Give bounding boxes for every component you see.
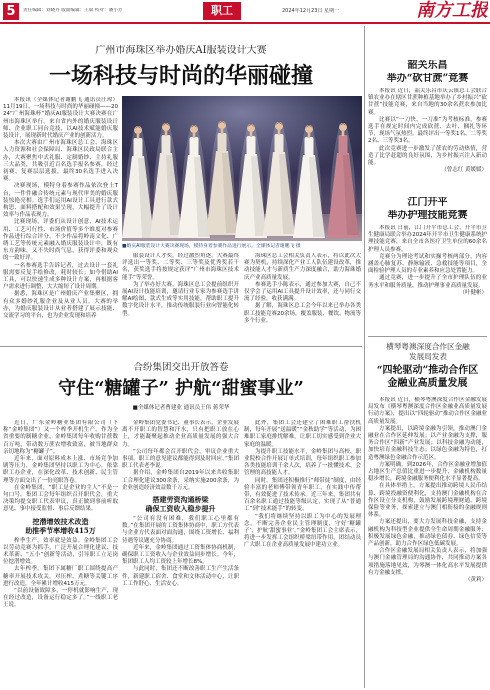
paragraph: 此次竞赛进一步激发了蔗农的劳动热情，营造了比学赶超的良好氛围，为乡村振兴注入新动能。 xyxy=(368,145,487,167)
kicker-line: 横琴粤澳深度合作区金融 xyxy=(386,342,470,351)
main-article-kicker: 广州市海珠区举办婚庆AI服装设计大赛 xyxy=(95,45,267,56)
sugar-article-column-1 xyxy=(3,420,118,687)
paragraph: 据悉，海珠区是广州婚庆产业集聚区，拥有众多婚纱礼服企业及从业人员。大赛的举办，为婚庆服装设计从业者搭建了展示技能、交流学习的平台，也为企业发现和培养 xyxy=(3,291,118,320)
photo-caption: ■婚庆AI服装设计大赛决赛现场，模特身着参赛作品进行展示。全媒体记者谢鹏飞 摄 xyxy=(122,244,301,249)
paragraph: “以前设备故障多，一停机就影响生产，现在经过改造，设备运行稳定多了。”一线职工老王说。 xyxy=(3,588,118,609)
paragraph: 海珠区总工会相关负责人表示，将以此次大赛为契机，持续深化产业工人队伍建设改革，推动技能人才与新质生产力深度融合，助力海珠婚庆产业高质量发展。 xyxy=(244,253,361,281)
brief-1-body xyxy=(368,88,487,194)
paragraph: “公司有没有困难，我们职工心里都有数。”在集团开展的工资集体协商中，职工方代表与企业方代表面对面沟通，围绕工资增长、福利待遇等议题充分协商。 xyxy=(122,516,239,544)
kicker-line: 发展局发表 xyxy=(409,351,447,361)
paragraph: 去年榨季，集团下属糖厂职工围绕提高产糖率开展技术攻关，对压榨、煮糖等关键工序进行改造，全年累计增收415万元。 xyxy=(3,566,118,587)
brief-1-location: 韶关乐昌 xyxy=(407,60,448,71)
paragraph: 本报讯 近日，韶关乐昌市庆云镇总工会联合镇农业办在辖区甘蔗种植基地举办了乡村振兴“砍甘蔗”技能竞赛，来自当地的30余名蔗农参加比赛。 xyxy=(368,88,487,116)
main-article-headline: 一场科技与时尚的华丽碰撞 xyxy=(48,63,313,89)
paragraph: 服装设计人才奖。经过激烈角逐，大赛最终评选出一等奖、二等奖、三等奖及优秀奖若干名，获奖选手将按规定获评“广州市海珠区技术能手”等荣誉。 xyxy=(122,253,239,281)
issue-date: 2024年12月23日 星期一 xyxy=(282,8,340,14)
paragraph: 本报讯（全媒体记者谢鹏飞 通讯员汪琼）11月19日，一场科技与时尚的华丽碰撞——2024“广州海珠杯”婚庆AI服装设计大赛决赛在广州市海珠区举行。来自省内外的婚庆服装设计师、企业职工同台竞技，以AI技术赋能婚庆服装设计，展现新时代婚庆产业的创新活力。 xyxy=(3,97,118,140)
paragraph: 参赛选手小陈表示，通过参加大赛，自己不仅学会了运用AI工具提升设计效率，还与同行交流了经验，收获满满。 xyxy=(244,281,361,303)
section-tag: 职工 xyxy=(203,2,241,20)
editor-credits: 责任编辑：刘晓丹 版面编辑：王斌 校对：潘小芳 xyxy=(23,8,123,13)
paragraph: 据了解，海珠区总工会今年以来已举办各类职工技能竞赛20余场，覆盖服装、餐饮、物流等多个行业。 xyxy=(244,303,361,324)
paragraph: 通过竞赛，进一步提升了全市护理队伍的业务水平和服务质量，推动护理事业高质量发展。 xyxy=(368,275,487,289)
sugar-article-kicker: 合纷集团交出开放答卷 xyxy=(133,362,229,373)
brief-2-headline: 举办护理技能竞赛 xyxy=(387,210,468,221)
paragraph: 比赛现场，评委们从设计创意、AI技术运用、工艺可行性、市场价值等多个维度对参赛作品进行综合评分。不少作品将岭南文化、广绣工艺等传统元素融入婚庆服装设计中，既有东方韵味，又不失时尚气息，获得评委和观众的一致好评。 xyxy=(3,219,118,262)
finance-article-headline xyxy=(368,364,487,390)
brief-2-location: 江门开平 xyxy=(407,197,448,208)
subhead xyxy=(3,517,118,535)
runway-photo-image xyxy=(122,96,362,241)
author-credit: （叶健彬） xyxy=(459,289,487,296)
section-divider xyxy=(0,346,362,347)
paragraph: 与此同时，集团还不断改善职工生产生活条件，新建职工宿舍、食堂和文体活动中心，让职工工作舒心、生活安心。 xyxy=(122,566,239,587)
paragraph: 近年来，面对原料成本上涨、市场竞争加剧等压力，金岭集团坚持以职工为中心，依靠职工办企业，在深化改革、技术创新、民主管理等方面交出了一份亮眼答卷。 xyxy=(3,456,118,484)
author-credit: （黄莉） xyxy=(464,577,487,584)
paragraph: 决赛现场，模特身着参赛作品依次登上T台，一件件融合传统元素与现代审美的婚庆服装惊艳亮相。选手们运用AI设计工具进行款式构思、面料搭配和效果呈现，大幅提升了设计效率与作品表现力。 xyxy=(3,183,118,219)
finance-article-body xyxy=(368,397,487,687)
subhead-line: 助推季节率增收415万 xyxy=(25,525,96,535)
paragraph: 为提升职工技能水平，金岭集团与高校、职业院校合作开展订单式培训，每年组织职工参加各类技能培训千余人次，培养了一批懂技术、会管理的高技能人才。 xyxy=(244,448,361,477)
paragraph: 本次大赛由广州市海珠区总工会、海珠区人力资源和社会保障局、海珠区民政局联合主办，大赛聚焦中式礼服、定制婚纱、主持礼服三大品类，共吸引近百名选手报名参赛，经过初赛、复赛层层选拔，最终30名选手进入决赛。 xyxy=(3,140,118,183)
paragraph: 金岭集团党委书记、董事长表示，企业发展离不开职工的智慧和汗水，只有把职工放在心上，才能凝聚起推动企业高质量发展的强大合力。 xyxy=(122,420,239,448)
sugar-article-column-2 xyxy=(122,420,239,687)
paragraph: 竞赛分为理论考试和实操考核两部分，内容涵盖心肺复苏、静脉输液、急救技能等项目，全面检验护理人员的专业素养和应急处置能力。 xyxy=(368,253,487,275)
paragraph: 榨季生产，效率就是效益。金岭集团工会以劳动竞赛为抓手，广泛开展合理化建议、技术革新、“五小”创新等活动，引导职工立足岗位挖潜增效。 xyxy=(3,537,118,566)
main-article-column-1 xyxy=(3,97,118,343)
paragraph: 在具体举措上，方案提出推动跨境人民币结算、跨境投融资便利化，支持澳门金融机构在合作区设立分支机构，鼓励发展跨境理财通、跨境保险等业务，探索建立与澳门相衔接的金融规则体系。 xyxy=(368,483,487,519)
paragraph: 比赛以“一刀快、一刀准”为考核标准，参赛选手在规定时间内完成砍蔗、去叶、捆扎等环节，现场气氛热烈。最终评出一等奖1名、二等奖2名、三等奖3名。 xyxy=(368,116,487,145)
subhead-line: 搭建劳资沟通桥梁 xyxy=(152,495,209,505)
paragraph: “公司每年都会召开职代会，审议企业重大事项，职工的意见建议都能得到及时回应。”集团职工代表老李说。 xyxy=(122,448,239,470)
paragraph: “我们将继续坚持以职工为中心的发展理念，不断完善企业民主管理制度，守好‘糖罐子’，护航‘甜蜜事业’。”金岭集团工会主席表示，将进一步发挥工会组织桥梁纽带作用，团结动员广大职工在企业高质量发展中建功立业。 xyxy=(244,513,361,549)
paragraph: 为了举办好大赛，海珠区总工会提前组织开展AI设计技能培训，邀请行业专家为参赛选手讲解AI绘图、款式生成等实用技能，帮助职工提升数字化设计水平，推动传统服装行业向智能化转型。 xyxy=(122,281,239,317)
paragraph: 方案提出，以跨境金融为引领，推动澳门金融业在合作区延伸发展；以产业金融为支撑，服务合作区“四新”产业发展；以科技金融为动能，加快培育金融科技生态；以绿色金融为特色，打造粤澳绿色金融合作示范区。 xyxy=(368,425,487,461)
finance-article-kicker xyxy=(378,342,478,361)
runway-photo xyxy=(122,96,362,241)
brief-1-headline: 举办“砍甘蔗”竞赛 xyxy=(386,73,469,84)
newspaper-logo: 南方工报 xyxy=(416,0,488,21)
header-divider xyxy=(0,22,490,24)
section-divider xyxy=(368,336,487,337)
paragraph: 据介绍，金岭集团自2019年以来共收集职工合理化建议300余条，采纳实施200余条，为企业创造经济效益数千万元。 xyxy=(122,470,239,491)
main-article-column-3 xyxy=(244,253,361,343)
paragraph: 合作区金融发展局相关负责人表示，将加强与澳门金融管理局的沟通协作，共同推动方案各项措施落地见效，为琴澳一体化高水平发展提供有力金融支撑。 xyxy=(368,548,487,576)
headline-line: “四轮驱动”推动合作区 xyxy=(376,365,479,376)
paragraph: 近日，广东金岭糖业集团有限公司（下称“金岭集团”）又一个榨季开机生产。作为全省重要的制糖企业，金岭集团每年收购甘蔗数百万吨，带动数万蔗农增收致富，被当地群众亲切地称为“糖罐子”。 xyxy=(3,420,118,455)
sugar-article-byline: ■全媒体记者曹建业 通讯员王伟 蒋荣华 xyxy=(132,405,230,411)
paragraph: 同时，集团还积极推行“师带徒”制度，由经验丰富的老师傅带领青年职工，在实践中传帮带，有效促进了技术传承。近三年来，集团共有百余名职工通过技能等级认定，实现了从“普通工”到“技术能手”的转变。 xyxy=(244,477,361,513)
paragraph: 方案明确，到2026年，合作区金融业增加值占地区生产总值比重进一步提升，金融机构数量稳步增长，跨境金融服务便利化水平显著提高。 xyxy=(368,461,487,483)
paragraph: 本报讯 近日，横琴粤澳深度合作区金融发展局发布《横琴粤澳深度合作区金融业高质量发展行动方案》，提出以“四轮驱动”推动合作区金融业高质量发展。 xyxy=(368,397,487,425)
paragraph: 在金岭集团，“职工是企业的主人”不是一句口号。集团工会每年组织召开职代会，重大决策均提交职工代表审议，真正做到事前听取意见、事中接受监督、事后反馈结果。 xyxy=(3,484,118,513)
paragraph: 近年来，金岭集团通过工资集体协商机制，确保职工工资收入与企业效益同步增长。今年，集团职工人均工资较上年增长8%。 xyxy=(122,544,239,566)
subhead-line: 确保工资收入稳步提升 xyxy=(145,504,216,514)
author-credit: （曾志红 黄媛媛） xyxy=(441,167,487,174)
paragraph: 一名参赛选手告诉记者，过去设计一套礼服需要反复手绘修改，耗时较长；如今借助AI工具，可以快速生成多种设计方案，再根据客户需求进行调整，大大缩短了设计周期。 xyxy=(3,262,118,291)
paragraph: 方案还提出，要大力发展科技金融，支持金融机构为科技型企业提供全生命周期金融服务；积极发展绿色金融，推动绿色债券、绿色信贷等产品创新，助力合作区绿色低碳发展。 xyxy=(368,519,487,548)
page-number: 5 xyxy=(3,3,19,20)
paragraph: 此外，集团工会还建立了困难职工帮扶机制，每年开展“送温暖”“金秋助学”等活动，为困难职工家庭排忧解难，让职工切实感受到企业大家庭的温暖。 xyxy=(244,420,361,448)
headline-line: 金融业高质量发展 xyxy=(387,378,468,389)
brief-2-body xyxy=(368,225,487,331)
sugar-article-column-3 xyxy=(244,420,361,687)
sugar-article-headline: 守住“糖罐子” 护航“甜蜜事业” xyxy=(58,378,304,399)
paragraph: 本报讯 日前，江门开平市总工会、开平市卫生健康局联合举办2024年开平市卫生健康系统护理技能竞赛，来自全市各医疗卫生单位的60余名护理人员参赛。 xyxy=(368,225,487,253)
subhead-line: 挖潜增效技术改造 xyxy=(32,516,89,526)
column-divider xyxy=(364,26,365,688)
main-article-column-2 xyxy=(122,253,239,343)
subhead xyxy=(122,495,239,513)
